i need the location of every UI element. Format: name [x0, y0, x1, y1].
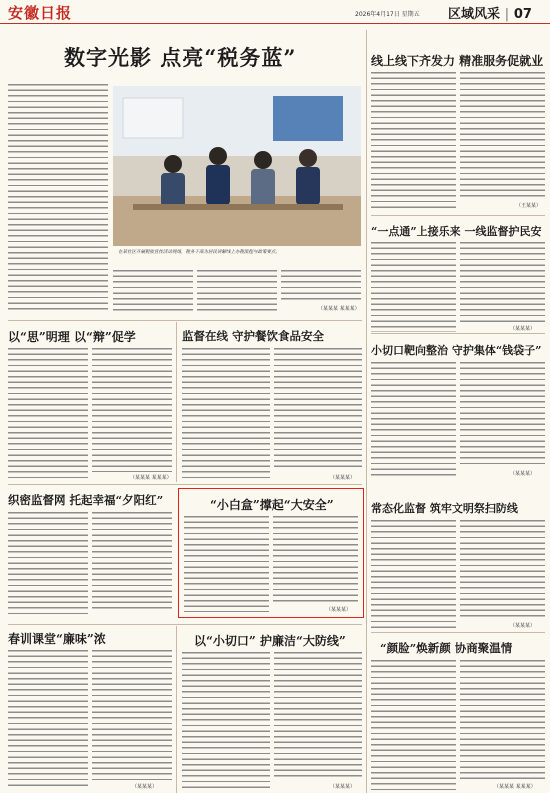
food-body-col-2	[274, 348, 362, 470]
section-divider: |	[504, 7, 510, 22]
page-number: 07	[513, 7, 532, 22]
lead-body-col-3	[197, 270, 277, 312]
reform-headline: 小切口靶向整治 守护集体“钱袋子”	[371, 344, 542, 357]
one-click-byline: （某某某）	[510, 326, 536, 332]
divider	[371, 632, 545, 633]
newspaper-logo: 安徽日报	[8, 4, 73, 22]
one-click-body-col-2	[460, 242, 545, 322]
section-name: 区域风采	[448, 7, 501, 22]
right-top-body-col-1	[371, 72, 456, 208]
lead-photo-caption: 在某社区开展税收宣传活动现场，税务干部为居民讲解线上办税流程与政策要点。	[118, 250, 280, 255]
hongyi-headline: 以“思”明理 以“辩”促学	[8, 330, 136, 344]
crafts-body-col-2	[460, 660, 545, 780]
divider	[371, 333, 545, 334]
small-cut-body-col-1	[182, 652, 270, 790]
issue-date: 2026年4月17日 星期五	[355, 11, 420, 18]
reform-body-col-2	[460, 362, 545, 468]
food-headline: 监督在线 守护餐饮食品安全	[182, 329, 325, 343]
spring-body-col-1	[8, 650, 88, 788]
lead-byline: （某某某 某某某）	[318, 306, 360, 312]
divider	[8, 320, 362, 321]
xiaobaihe-byline: （某某某）	[326, 607, 352, 613]
silver-body-col-1	[8, 512, 88, 616]
right-top-byline: （王某某）	[516, 203, 542, 209]
spring-body-col-2	[92, 650, 172, 780]
xiaobaihe-headline: “小白盒”撑起“大安全”	[210, 498, 334, 512]
lead-body-col-4	[281, 270, 361, 300]
food-body-col-1	[182, 348, 270, 480]
lead-headline: 数字光影 点亮“税务蓝”	[64, 45, 297, 70]
crafts-headline: “颜脸”焕新颜 协商聚温情	[380, 641, 513, 655]
divider	[371, 215, 545, 216]
small-cut-body-col-2	[274, 652, 362, 780]
reform-body-col-1	[371, 362, 456, 478]
lead-photo-scene	[113, 86, 361, 246]
reform-byline: （某某某）	[510, 471, 536, 477]
lead-photo	[113, 86, 361, 246]
divider	[8, 624, 362, 625]
lead-body-col-2	[113, 270, 193, 312]
small-cut-headline: 以“小切口” 护廉洁“大防线”	[194, 634, 346, 648]
hongyi-byline: （某某某 某某某）	[130, 475, 172, 481]
column-separator	[366, 30, 367, 793]
column-separator	[176, 322, 177, 482]
spring-headline: 春训课堂“廉味”浓	[8, 632, 106, 646]
crafts-body-col-1	[371, 660, 456, 790]
civility-body-col-1	[371, 520, 456, 630]
one-click-body-col-1	[371, 242, 456, 332]
column-separator	[176, 626, 177, 793]
section-title	[448, 3, 532, 22]
xiaobaihe-body-col-2	[273, 516, 358, 602]
right-top-body-col-2	[460, 72, 545, 198]
spring-byline: （某某某）	[132, 784, 158, 790]
crafts-byline: （某某某 某某某）	[494, 784, 536, 790]
small-cut-byline: （某某某）	[330, 784, 356, 790]
one-click-headline: “一点通”上接乐来 一线监督护民安	[371, 225, 542, 238]
civility-byline: （某某某）	[510, 623, 536, 629]
civility-headline: 常态化监督 筑牢文明祭扫防线	[371, 502, 518, 515]
hongyi-body-col-1	[8, 348, 88, 480]
silver-body-col-2	[92, 512, 172, 610]
right-top-headline: 线上线下齐发力 精准服务促就业	[371, 54, 544, 68]
xiaobaihe-body-col-1	[184, 516, 269, 612]
hongyi-body-col-2	[92, 348, 172, 472]
divider	[8, 484, 362, 485]
lead-body-col-1	[8, 84, 108, 312]
silver-headline: 织密监督网 托起幸福“夕阳红”	[8, 493, 164, 507]
civility-body-col-2	[460, 520, 545, 620]
food-byline: （某某某）	[330, 475, 356, 481]
